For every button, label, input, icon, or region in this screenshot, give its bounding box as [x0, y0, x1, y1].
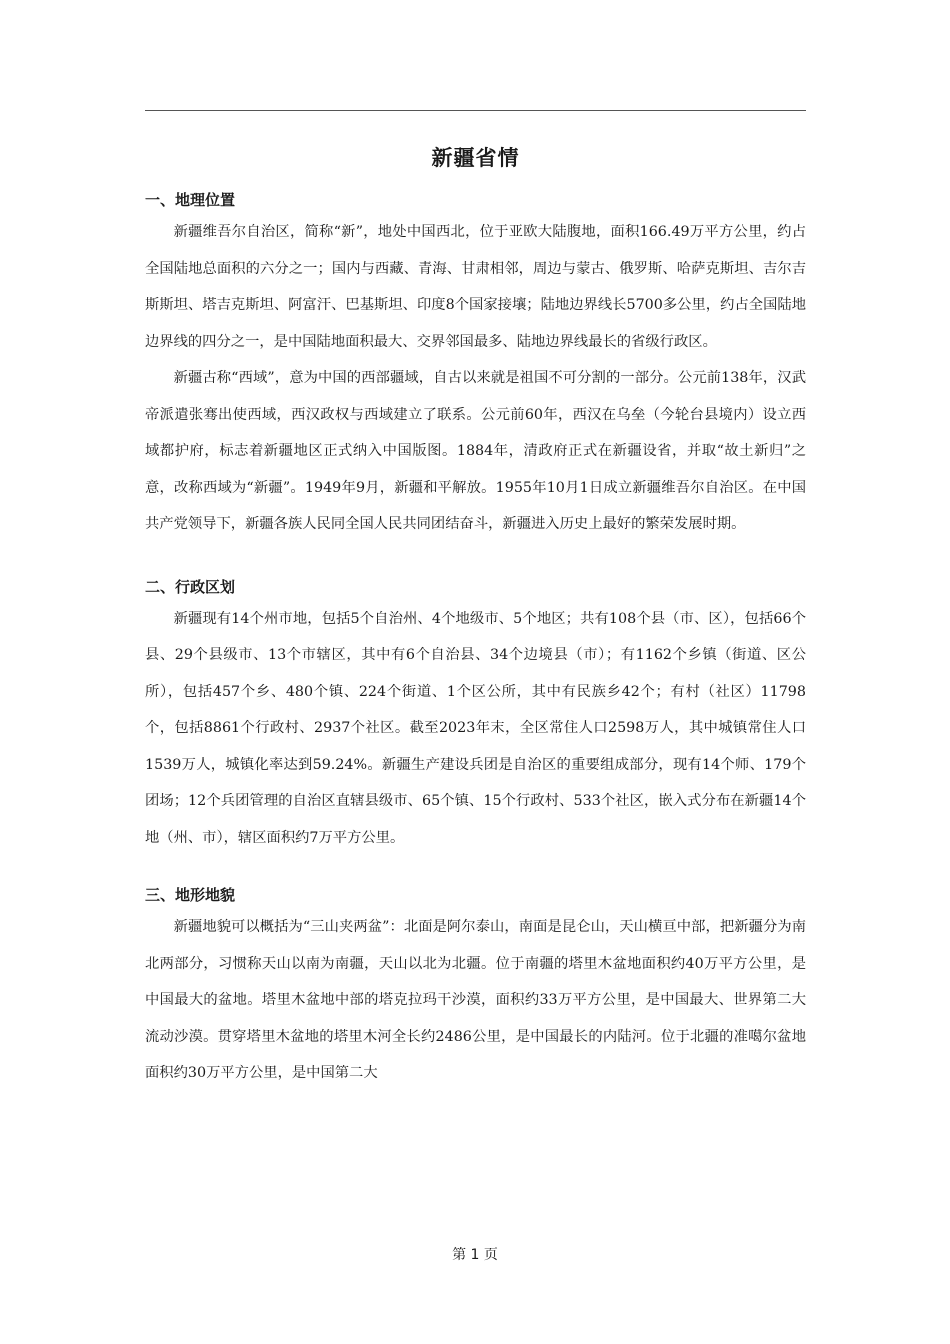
paragraph-location-1: 新疆维吾尔自治区，简称“新”，地处中国西北，位于亚欧大陆腹地，面积166.49万平方公里，约占全国陆地总面积的六分之一；国内与西藏、青海、甘肃相邻，周边与蒙古、俄罗斯、哈萨克斯坦、吉尔吉斯斯坦、塔吉克斯坦、阿富汗、巴基斯坦、印度8个国家接壤；陆地边界线长5700多公里，约占全国陆地边界线的四分之一，是中国陆地面积最大、交界邻国最多、陆地边界线最长的省级行政区。	[145, 224, 806, 350]
page-number: 第 1 页	[452, 1247, 498, 1263]
header-rule	[145, 110, 806, 111]
document-body	[145, 186, 806, 1092]
section-spacer	[145, 543, 806, 573]
page-title: 新疆省情	[431, 146, 520, 170]
section-heading-terrain: 三、地形地貌	[145, 886, 236, 904]
section-heading-divisions: 二、行政区划	[145, 577, 236, 596]
paragraph-divisions-1: 新疆现有14个州市地，包括5个自治州、4个地级市、5个地区；共有108个县（市、区），包括66个县、29个县级市、13个市辖区，其中有6个自治县、34个边境县（市）；有1162个乡镇（街道、区公所），包括457个乡、480个镇、224个街道、1个区公所，其中有民族乡42个；有村（社区）11798个，包括8861个行政村、2937个社区。截至2023年末，全区常住人口2598万人，其中城镇常住人口1539万人，城镇化率达到59.24%。新疆生产建设兵团是自治区的重要组成部分，现有14个师、179个团场；12个兵团管理的自治区直辖县级市、65个镇、15个行政村、533个社区，嵌入式分布在新疆14个地（州、市），辖区面积约7万平方公里。	[145, 610, 806, 846]
section-heading-location: 一、地理位置	[145, 191, 236, 209]
paragraph-location-2: 新疆古称“西域”，意为中国的西部疆域，自古以来就是祖国不可分割的一部分。公元前138年，汉武帝派遣张骞出使西域，西汉政权与西域建立了联系。公元前60年，西汉在乌垒（今轮台县境内）设立西域都护府，标志着新疆地区正式纳入中国版图。1884年，清政府正式在新疆设省，并取“故土新归”之意，改称西域为“新疆”。1949年9月，新疆和平解放。1955年10月1日成立新疆维吾尔自治区。在中国共产党领导下，新疆各族人民同全国人民共同团结奋斗，新疆进入历史上最好的繁荣发展时期。	[145, 370, 806, 532]
section-spacer	[145, 856, 806, 881]
paragraph-terrain-1: 新疆地貌可以概括为“三山夹两盆”：北面是阿尔泰山，南面是昆仑山，天山横亘中部，把新疆分为南北两部分，习惯称天山以南为南疆，天山以北为北疆。位于南疆的塔里木盆地面积约40万平方公里，是中国最大的盆地。塔里木盆地中部的塔克拉玛干沙漠，面积约33万平方公里，是中国最大、世界第二大流动沙漠。贯穿塔里木盆地的塔里木河全长约2486公里，是中国最长的内陆河。位于北疆的准噶尔盆地面积约30万平方公里，是中国第二大	[145, 919, 806, 1081]
